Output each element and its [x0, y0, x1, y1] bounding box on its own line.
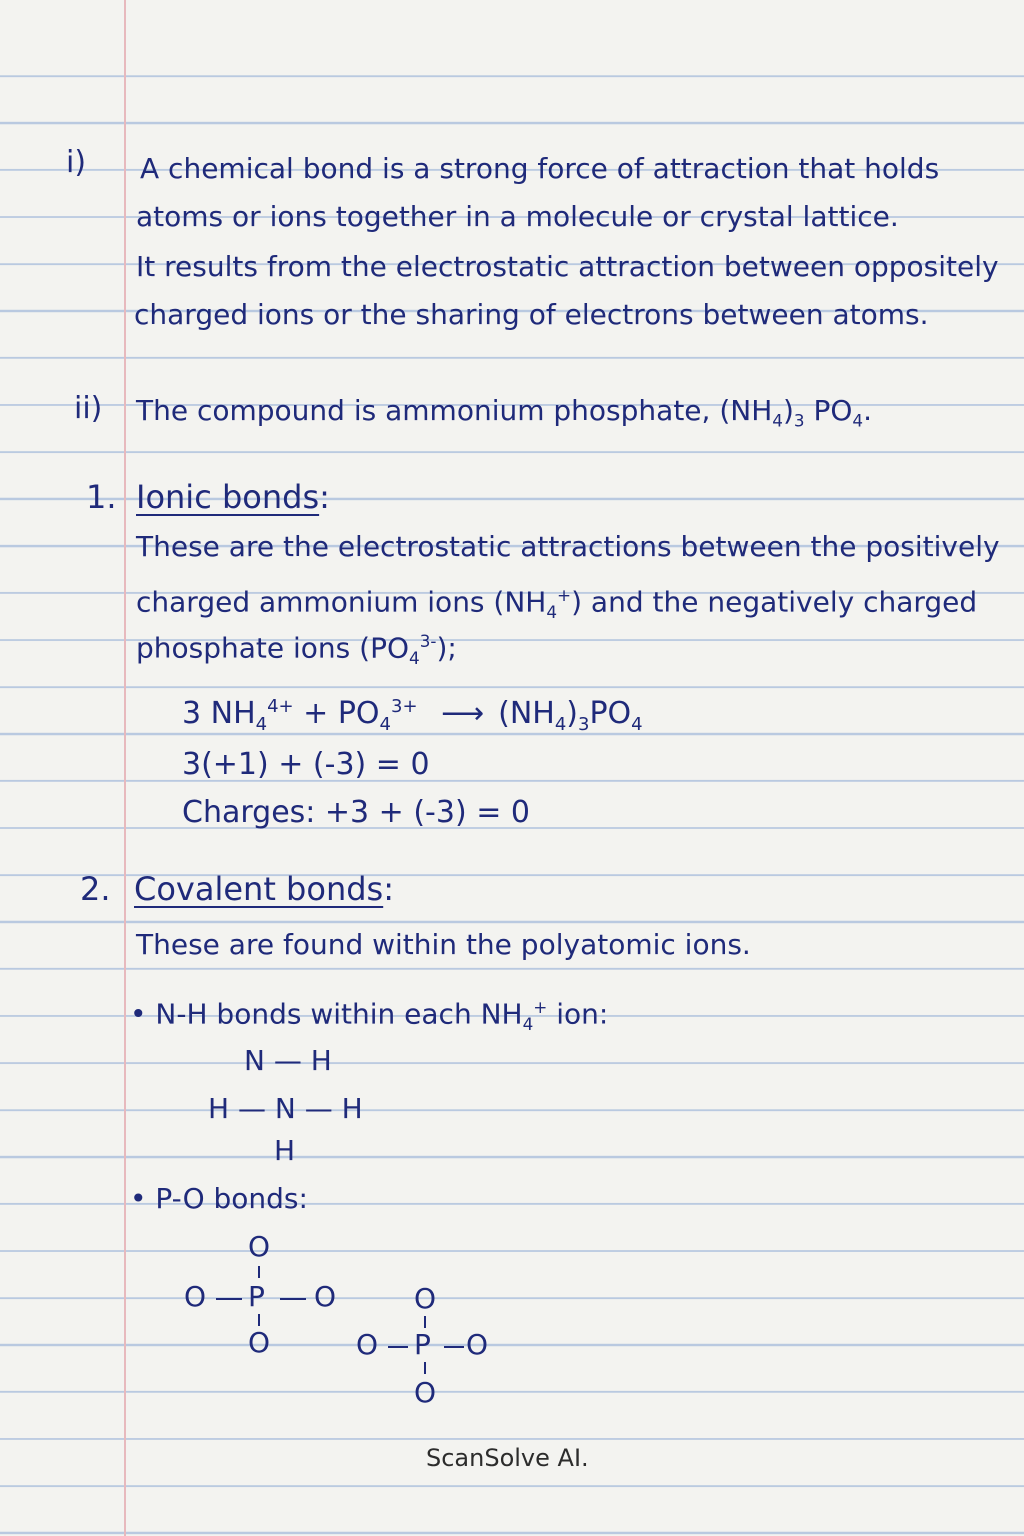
po2-o-bottom: O — [414, 1376, 437, 1409]
covalent-number: 2. — [80, 870, 111, 908]
po2-o-top: O — [414, 1282, 437, 1315]
ionic-equation-2: 3(+1) + (-3) = 0 — [182, 747, 430, 782]
po2-p: P — [414, 1328, 431, 1361]
po2-bond-top — [424, 1316, 426, 1328]
po1-p: P — [248, 1280, 265, 1313]
ionic-heading: Ionic bonds: — [136, 478, 330, 516]
nh-structure-middle: H — N — H — [208, 1092, 363, 1125]
covalent-line-1: These are found within the polyatomic ions. — [136, 928, 751, 961]
po2-bond-left — [388, 1346, 408, 1348]
part-i-marker: i) — [66, 145, 87, 180]
nh-structure-bottom: H — [274, 1134, 296, 1167]
ionic-equation-1: 3 $NH_4^{4+} + PO_4^{3+}$ ⟶ $(NH_4)_3PO_4$ — [182, 696, 643, 735]
part-i-line-2: atoms or ions together in a molecule or crystal lattice. — [136, 200, 899, 233]
po2-o-left: O — [356, 1328, 379, 1361]
ionic-line-1: These are the electrostatic attractions between the positively — [136, 530, 1000, 563]
part-ii-marker: ii) — [74, 391, 103, 426]
po2-o-right: O — [466, 1328, 489, 1361]
po2-bond-bottom — [424, 1362, 426, 1374]
ionic-line-2: charged ammonium ions $(NH_4^+)$ and the negatively charged — [136, 585, 978, 622]
reaction-arrow-icon: ⟶ — [441, 696, 485, 731]
ionic-number: 1. — [86, 478, 117, 516]
po1-o-left: O — [184, 1280, 207, 1313]
ionic-equation-3: Charges: +3 + (-3) = 0 — [182, 795, 530, 830]
po1-bond-right — [280, 1298, 306, 1300]
po1-bond-top — [258, 1266, 260, 1278]
footer-watermark: ScanSolve AI. — [426, 1444, 589, 1472]
po1-bond-left — [216, 1298, 242, 1300]
covalent-bullet-po: • P-O bonds: — [130, 1182, 308, 1215]
part-i-line-4: charged ions or the sharing of electrons between atoms. — [134, 298, 929, 331]
ionic-line-3: phosphate ions $(PO_4^{3-})$; — [136, 631, 457, 668]
covalent-heading: Covalent bonds: — [134, 870, 394, 908]
po2-bond-right — [444, 1346, 464, 1348]
part-i-line-1: A chemical bond is a strong force of attraction that holds — [140, 152, 940, 185]
nh-structure-top: N — H — [244, 1044, 332, 1077]
po1-o-right: O — [314, 1280, 337, 1313]
part-ii-text: The compound is ammonium phosphate, $(NH_4)_3$ $PO_4$. — [136, 394, 872, 431]
po1-o-top: O — [248, 1230, 271, 1263]
po1-o-bottom: O — [248, 1326, 271, 1359]
margin-line — [124, 0, 126, 1536]
covalent-bullet-nh: • N-H bonds within each $NH_4^+$ ion: — [130, 997, 609, 1034]
po1-bond-bottom — [258, 1314, 260, 1326]
part-i-line-3: It results from the electrostatic attraction between oppositely — [136, 250, 999, 283]
